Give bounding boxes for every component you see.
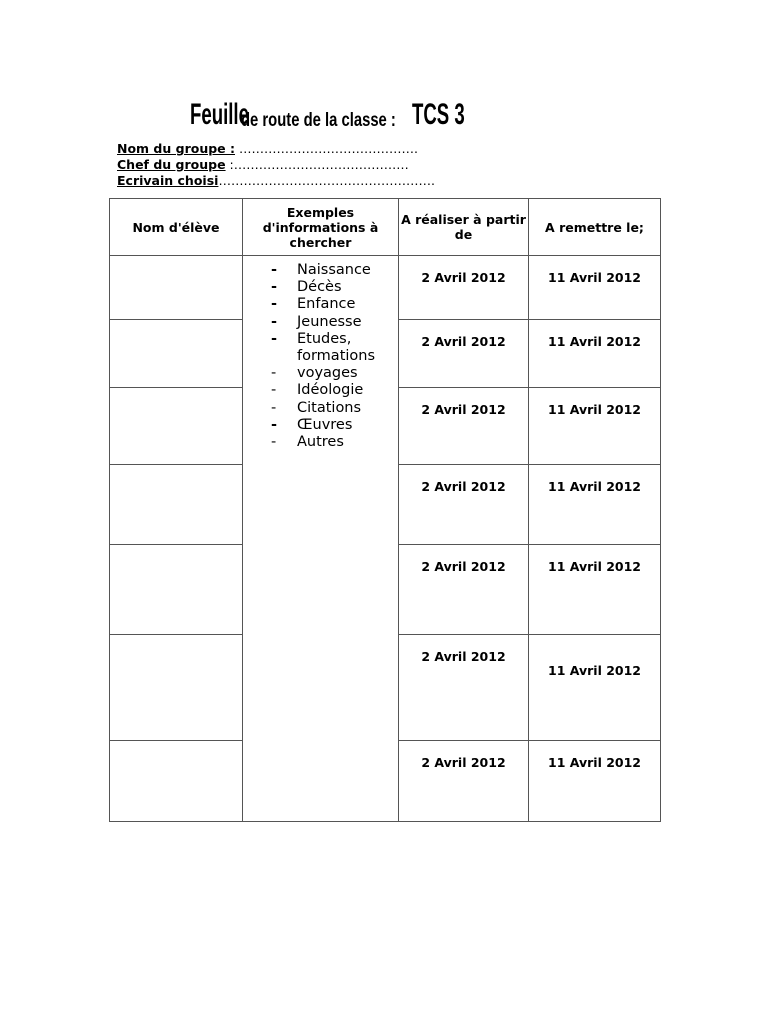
bullet-dash: -	[271, 382, 277, 399]
chosen-writer-label: Ecrivain choisi	[117, 173, 219, 188]
start-date-cell	[399, 741, 529, 822]
list-item	[271, 417, 398, 434]
due-date-cell	[529, 741, 661, 822]
due-date-text: 11 Avril 2012	[548, 663, 641, 678]
start-date-cell	[399, 320, 529, 388]
start-date-text: 2 Avril 2012	[421, 270, 506, 285]
list-item	[271, 434, 398, 451]
group-chief-value: :……………………………………	[225, 157, 409, 172]
info-list	[271, 262, 398, 451]
due-date-cell	[529, 465, 661, 545]
info-item-text: Œuvres	[297, 416, 353, 433]
info-item-text: Décès	[297, 279, 342, 296]
due-date-text: 11 Avril 2012	[548, 270, 641, 285]
info-item-text: Etudes, formations	[297, 330, 376, 365]
table-header-row	[110, 199, 661, 256]
start-date-text: 2 Avril 2012	[421, 755, 506, 770]
start-date-text: 2 Avril 2012	[421, 649, 506, 664]
table-row	[110, 256, 661, 320]
chosen-writer-row	[117, 173, 435, 189]
start-date-text: 2 Avril 2012	[421, 402, 506, 417]
start-date-text: 2 Avril 2012	[421, 559, 506, 574]
bullet-dash: -	[271, 296, 278, 313]
due-date-cell	[529, 388, 661, 465]
student-name-cell	[110, 545, 243, 635]
due-date-cell	[529, 545, 661, 635]
bullet-dash: -	[271, 279, 278, 296]
group-name-value: …………………………………….	[235, 141, 418, 156]
info-item-text: Idéologie	[297, 382, 364, 399]
info-examples-cell	[243, 256, 399, 822]
due-date-cell	[529, 635, 661, 741]
title-word-feuille: Feuille	[190, 98, 249, 131]
list-item	[271, 279, 398, 296]
info-item-text: voyages	[297, 365, 358, 382]
group-chief-row	[117, 157, 435, 173]
header-start-date: A réaliser à partir de	[399, 199, 529, 256]
start-date-text: 2 Avril 2012	[421, 479, 506, 494]
list-item	[271, 331, 398, 365]
start-date-text: 2 Avril 2012	[421, 334, 506, 349]
roadmap-table	[109, 198, 661, 822]
due-date-cell	[529, 320, 661, 388]
info-item-text: Naissance	[297, 262, 371, 278]
group-name-row	[117, 141, 435, 157]
info-item-text: Autres	[297, 434, 344, 451]
start-date-cell	[399, 465, 529, 545]
due-date-text: 11 Avril 2012	[548, 479, 641, 494]
title-class-code: TCS 3	[411, 98, 465, 131]
info-item-text: Jeunesse	[297, 313, 362, 330]
list-item	[271, 262, 398, 279]
start-date-cell	[399, 635, 529, 741]
chosen-writer-value: …………………………………………….	[218, 173, 435, 188]
start-date-cell	[399, 256, 529, 320]
list-item	[271, 314, 398, 331]
header-due-date: A remettre le;	[529, 199, 661, 256]
group-chief-label: Chef du groupe	[117, 157, 226, 172]
group-name-label: Nom du groupe :	[117, 141, 235, 156]
due-date-text: 11 Avril 2012	[548, 334, 641, 349]
student-name-cell	[110, 256, 243, 320]
list-item	[271, 296, 398, 313]
list-item	[271, 382, 398, 399]
list-item	[271, 400, 398, 417]
student-name-cell	[110, 320, 243, 388]
start-date-cell	[399, 388, 529, 465]
title-phrase: de route de la classe :	[241, 110, 396, 131]
due-date-cell	[529, 256, 661, 320]
student-name-cell	[110, 388, 243, 465]
bullet-dash: -	[271, 416, 278, 433]
bullet-dash: -	[271, 434, 277, 451]
group-fields	[117, 141, 435, 189]
bullet-dash: -	[271, 330, 278, 347]
student-name-cell	[110, 465, 243, 545]
info-item-text: Citations	[297, 399, 362, 416]
student-name-cell	[110, 741, 243, 822]
due-date-text: 11 Avril 2012	[548, 559, 641, 574]
start-date-cell	[399, 545, 529, 635]
due-date-text: 11 Avril 2012	[548, 755, 641, 770]
page-title	[190, 84, 590, 132]
bullet-dash: -	[271, 262, 278, 278]
student-name-cell	[110, 635, 243, 741]
header-info-examples: Exemples d'informations à chercher	[243, 199, 399, 256]
header-student-name: Nom d'élève	[110, 199, 243, 256]
bullet-dash: -	[271, 399, 277, 416]
due-date-text: 11 Avril 2012	[548, 402, 641, 417]
bullet-dash: -	[271, 313, 278, 330]
list-item	[271, 365, 398, 382]
bullet-dash: -	[271, 365, 277, 382]
info-item-text: Enfance	[297, 296, 356, 313]
